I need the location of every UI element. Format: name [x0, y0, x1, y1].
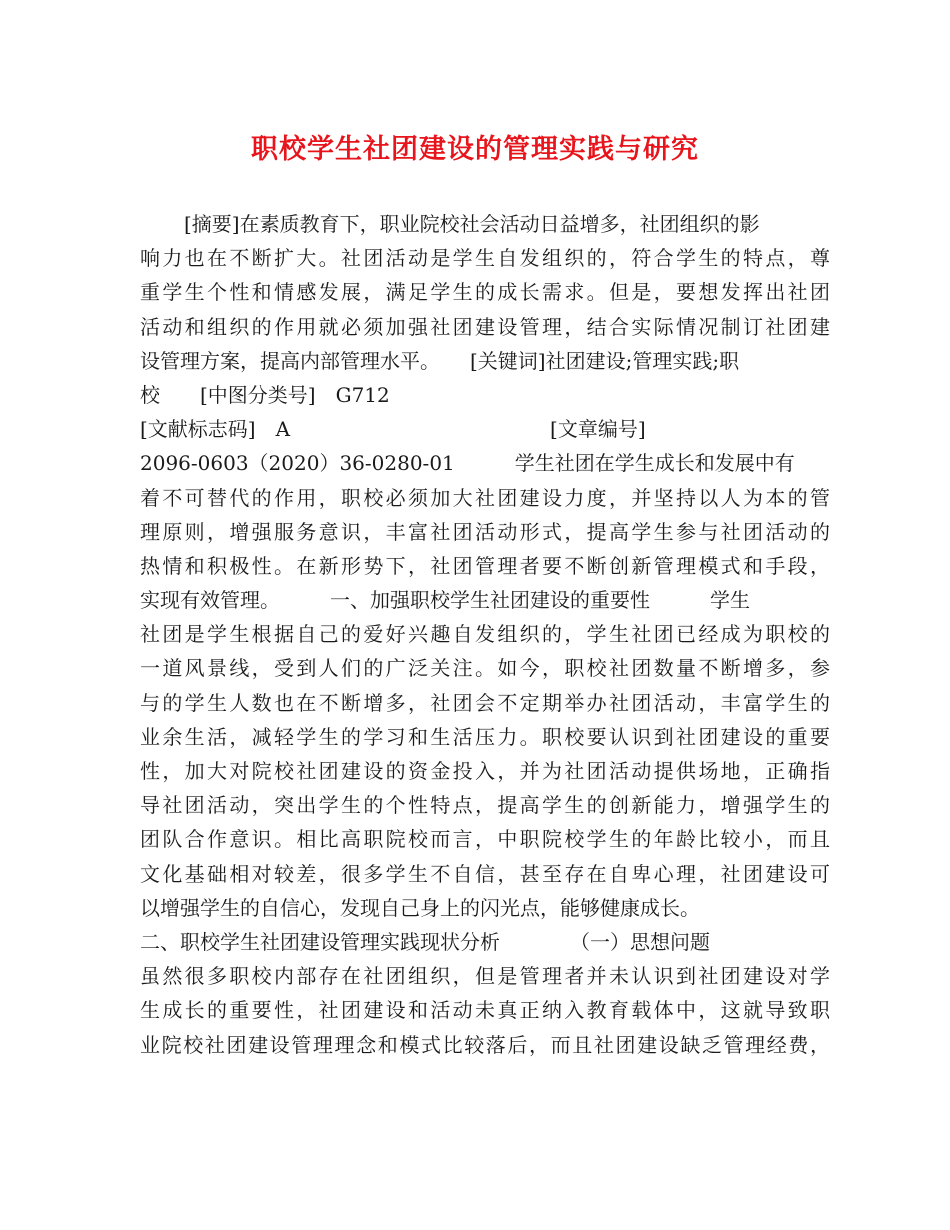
paragraph-line: [文献标志码] A [文章编号]	[140, 417, 646, 442]
paragraph-line: 设管理方案，提高内部管理水平。 [关键词]社团建设;管理实践;职	[140, 348, 740, 373]
paragraph-line: 重学生个性和情感发展，满足学生的成长需求。但是，要想发挥出社团	[140, 280, 830, 305]
paragraph-line: 理原则，增强服务意识，丰富社团活动形式，提高学生参与社团活动的	[140, 519, 830, 544]
section-heading-line: 二、职校学生社团建设管理实践现状分析 （一）思想问题	[140, 929, 710, 954]
paragraph-line: 校 [中图分类号] G712	[140, 382, 390, 407]
paragraph-line: 生成长的重要性，社团建设和活动未真正纳入教育载体中，这就导致职	[140, 998, 830, 1023]
paragraph-line: 着不可替代的作用，职校必须加大社团建设力度，并坚持以人为本的管	[140, 485, 830, 510]
paragraph-line: 性，加大对院校社团建设的资金投入，并为社团活动提供场地，正确指	[140, 759, 830, 783]
document-title: 职校学生社团建设的管理实践与研究	[251, 134, 699, 165]
paragraph-line: 虽然很多职校内部存在社团组织，但是管理者并未认识到社团建设对学	[140, 964, 830, 989]
paragraph-line: 文化基础相对较差，很多学生不自信，甚至存在自卑心理，社团建设可	[140, 861, 830, 886]
document-body	[140, 207, 830, 1062]
paragraph-line: 以增强学生的自信心，发现自己身上的闪光点，能够健康成长。	[140, 895, 700, 920]
paragraph-line: 2096-0603（2020）36-0280-01 学生社团在学生成长和发展中有	[140, 451, 795, 476]
paragraph-line: 团队合作意识。相比高职院校而言，中职院校学生的年龄比较小，而且	[140, 827, 830, 852]
paragraph-line: 响力也在不断扩大。社团活动是学生自发组织的，符合学生的特点，尊	[140, 246, 830, 271]
paragraph-line: 一道风景线，受到人们的广泛关注。如今，职校社团数量不断增多，参	[140, 656, 830, 681]
paragraph-line: 导社团活动，突出学生的个性特点，提高学生的创新能力，增强学生的	[140, 793, 830, 818]
paragraph-line: 与的学生人数也在不断增多，社团会不定期举办社团活动，丰富学生的	[140, 690, 830, 715]
paragraph-line: 实现有效管理。 一、加强职校学生社团建设的重要性 学生	[140, 588, 750, 613]
paragraph-line: 社团是学生根据自己的爱好兴趣自发组织的，学生社团已经成为职校的	[140, 622, 830, 647]
paragraph-line: [摘要]在素质教育下，职业院校社会活动日益增多，社团组织的影	[184, 212, 760, 236]
paragraph-line: 业院校社团建设管理理念和模式比较落后，而且社团建设缺乏管理经费，	[140, 1032, 830, 1057]
paragraph-line: 热情和积极性。在新形势下，社团管理者要不断创新管理模式和手段，	[140, 553, 830, 578]
paragraph-line: 活动和组织的作用就必须加强社团建设管理，结合实际情况制订社团建	[140, 314, 830, 339]
paragraph-line: 业余生活，减轻学生的学习和生活压力。职校要认识到社团建设的重要	[140, 724, 830, 749]
